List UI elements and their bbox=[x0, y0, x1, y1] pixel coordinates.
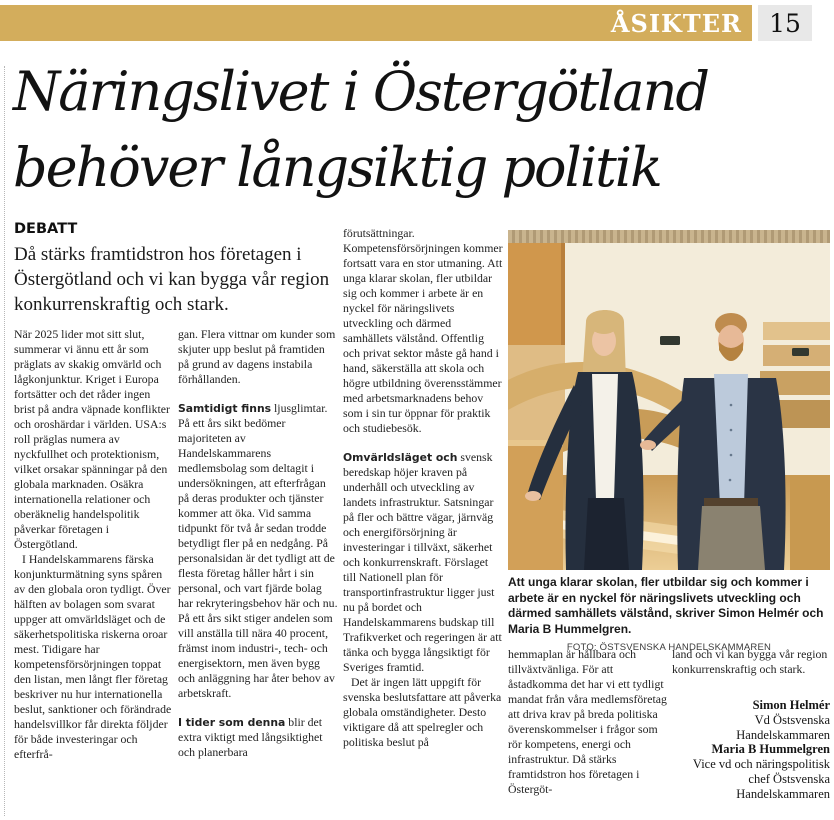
wall-display-left bbox=[660, 336, 680, 345]
article-photo bbox=[508, 230, 830, 570]
headline-line-1: Näringslivet i Östergötland bbox=[13, 60, 708, 123]
body-column-2: gan. Flera vittnar om kunder som skjuter upp beslut på framtiden på grund av dagens instabila förhållanden. Samtidigt finns ljusglimtar. På ett års sikt bedömer majoriteten av Handelskammarens medlemsbolag som deltagit i undersökningen, att efterfrågan på deras produkter och tjänster kommer att öka. Vid samma tidpunkt för två år sedan trodde betydligt fler på en nedgång. På personalsidan är det tydligt att de flesta företag håller hårt i sin personal, och vart fjärde bolag har rekryteringsbehov här och nu. På ett års sikt stiger andelen som vill anställa till nära 40 procent, främst inom industri-, tech- och energisektorn, men även bygg och anläggning har åter behov av arbetskraft. I tider som denna blir det extra viktigt med långsiktighet och planerbara bbox=[178, 327, 338, 759]
photo-slat-band bbox=[508, 230, 830, 243]
wood-panel-right-bottom bbox=[790, 475, 830, 570]
byline-signature: Simon Helmér Vd Östsvenska Handelskammaren Maria B Hummelgren Vice vd och näringspolitisk chef Östsvenska Handelskammaren bbox=[692, 698, 830, 801]
shirt-button bbox=[730, 454, 733, 457]
article-lead: Då stärks framtidstron hos företagen i Östergötland och vi kan bygga vår region konkurrenskraftig och stark. bbox=[14, 244, 330, 315]
woman-fringe bbox=[591, 318, 617, 334]
page-number: 15 bbox=[769, 9, 801, 38]
woman-hand bbox=[525, 491, 541, 501]
kicker-debatt: DEBATT bbox=[14, 221, 78, 237]
shirt-button bbox=[729, 479, 732, 482]
body-column-3: förutsättningar. Kompetensförsörjningen kommer fortsatt vara en stor utmaning. Att unga klarar skolan, fler utbildar sig och kommer i arbete är en nyckel för näringslivets utveckling och därmed samhällets välstånd. Offentlig och privat sektor måste gå hand i hand, säkerställa att skola och högre utbildning överensstämmer med arbetsmarknadens behov som i sin tur öppnar för praktik och studiebesök. Omvärldsläget och svensk beredskap höjer kraven på underhåll och utveckling av landets infrastruktur. Satsningar på fler och bättre vägar, järnväg och energiförsörjning är investeringar i tillväxt, säkerhet och konkurrenskraft. Förslaget till Nationell plan för transportinfrastruktur ligger just nu på bordet och Handelskammarens budskap till Trafikverket och regeringen är att tänka och bygga långsiktigt för Sveriges framtid. Det är ingen lätt uppgift för svenska beslutsfattare att påverka globala omständigheter. Desto viktigare då att spelregler och politiska beslut på bbox=[343, 226, 503, 749]
wood-panel-edge bbox=[561, 243, 565, 345]
article-headline bbox=[13, 54, 708, 206]
section-banner bbox=[0, 5, 752, 41]
body-column-4: hemmaplan är hållbara och tillväxtvänliga. För att åstadkomma det har vi ett tydligt mandat från våra medlemsföretag att driva krav på breda politiska överenskommelser i frågor som rör kompetens, energi och infrastruktur. Då stärks framtidstron hos företagen i Östergöt- bbox=[508, 647, 667, 796]
headline-line-2: behöver långsiktig politik bbox=[13, 136, 661, 199]
woman-blouse bbox=[592, 374, 618, 500]
photo-illustration bbox=[508, 230, 830, 570]
left-column-rule bbox=[4, 66, 5, 816]
shirt-button bbox=[730, 429, 733, 432]
man-trousers bbox=[698, 506, 765, 570]
page-number-badge bbox=[758, 5, 812, 41]
wood-panel-left bbox=[508, 243, 565, 345]
body-column-5-text: land och vi kan bygga vår region konkurrenskraftig och stark. bbox=[672, 647, 828, 676]
man-hand bbox=[640, 440, 656, 450]
wall-display-right bbox=[792, 348, 809, 356]
photo-caption-text: Att unga klarar skolan, fler utbildar sig och kommer i arbete är en nyckel för näringslivets utveckling och därmed samhällets välstånd, skriver Simon Helmér och Maria B Hummelgren. bbox=[508, 575, 824, 636]
photo-credit: FOTO: ÖSTSVENSKA HANDELSKAMMAREN bbox=[566, 642, 772, 653]
man-belt bbox=[704, 498, 758, 506]
section-title: ÅSIKTER bbox=[610, 9, 742, 38]
body-column-5 bbox=[672, 647, 830, 802]
photo-caption bbox=[508, 575, 830, 656]
shirt-button bbox=[730, 404, 733, 407]
body-column-1: När 2025 lider mot sitt slut, summerar vi ännu ett år som präglats av skakig omvärld och lågkonjunktur. Kriget i Europa fortsätter och det råder ingen brist på andra väpnade konflikter och oroshärdar i världen. USA:s roll präglas numera av nyckfullhet och protektionism, vilket orsakar spänningar på den globala marknaden. Osäkra internationella relationer och oberäknelig handelspolitik påverkar företagen i Östergötland. I Handelskammarens färska konjunkturmätning syns spåren av den globala oron tydligt. Över hälften av bolagen som svarat uppger att omvärldsläget och de säkerhetspolitiska riskerna oroar mest. Tidigare har kompetensförsörjningen toppat den listan, men långt fler företag beskriver nu hur internationella beslut, sanktioner och förändrade handelsvillkor får direkta följder för både investeringar och efterfrå- bbox=[14, 327, 172, 761]
woman-trousers bbox=[584, 498, 629, 570]
